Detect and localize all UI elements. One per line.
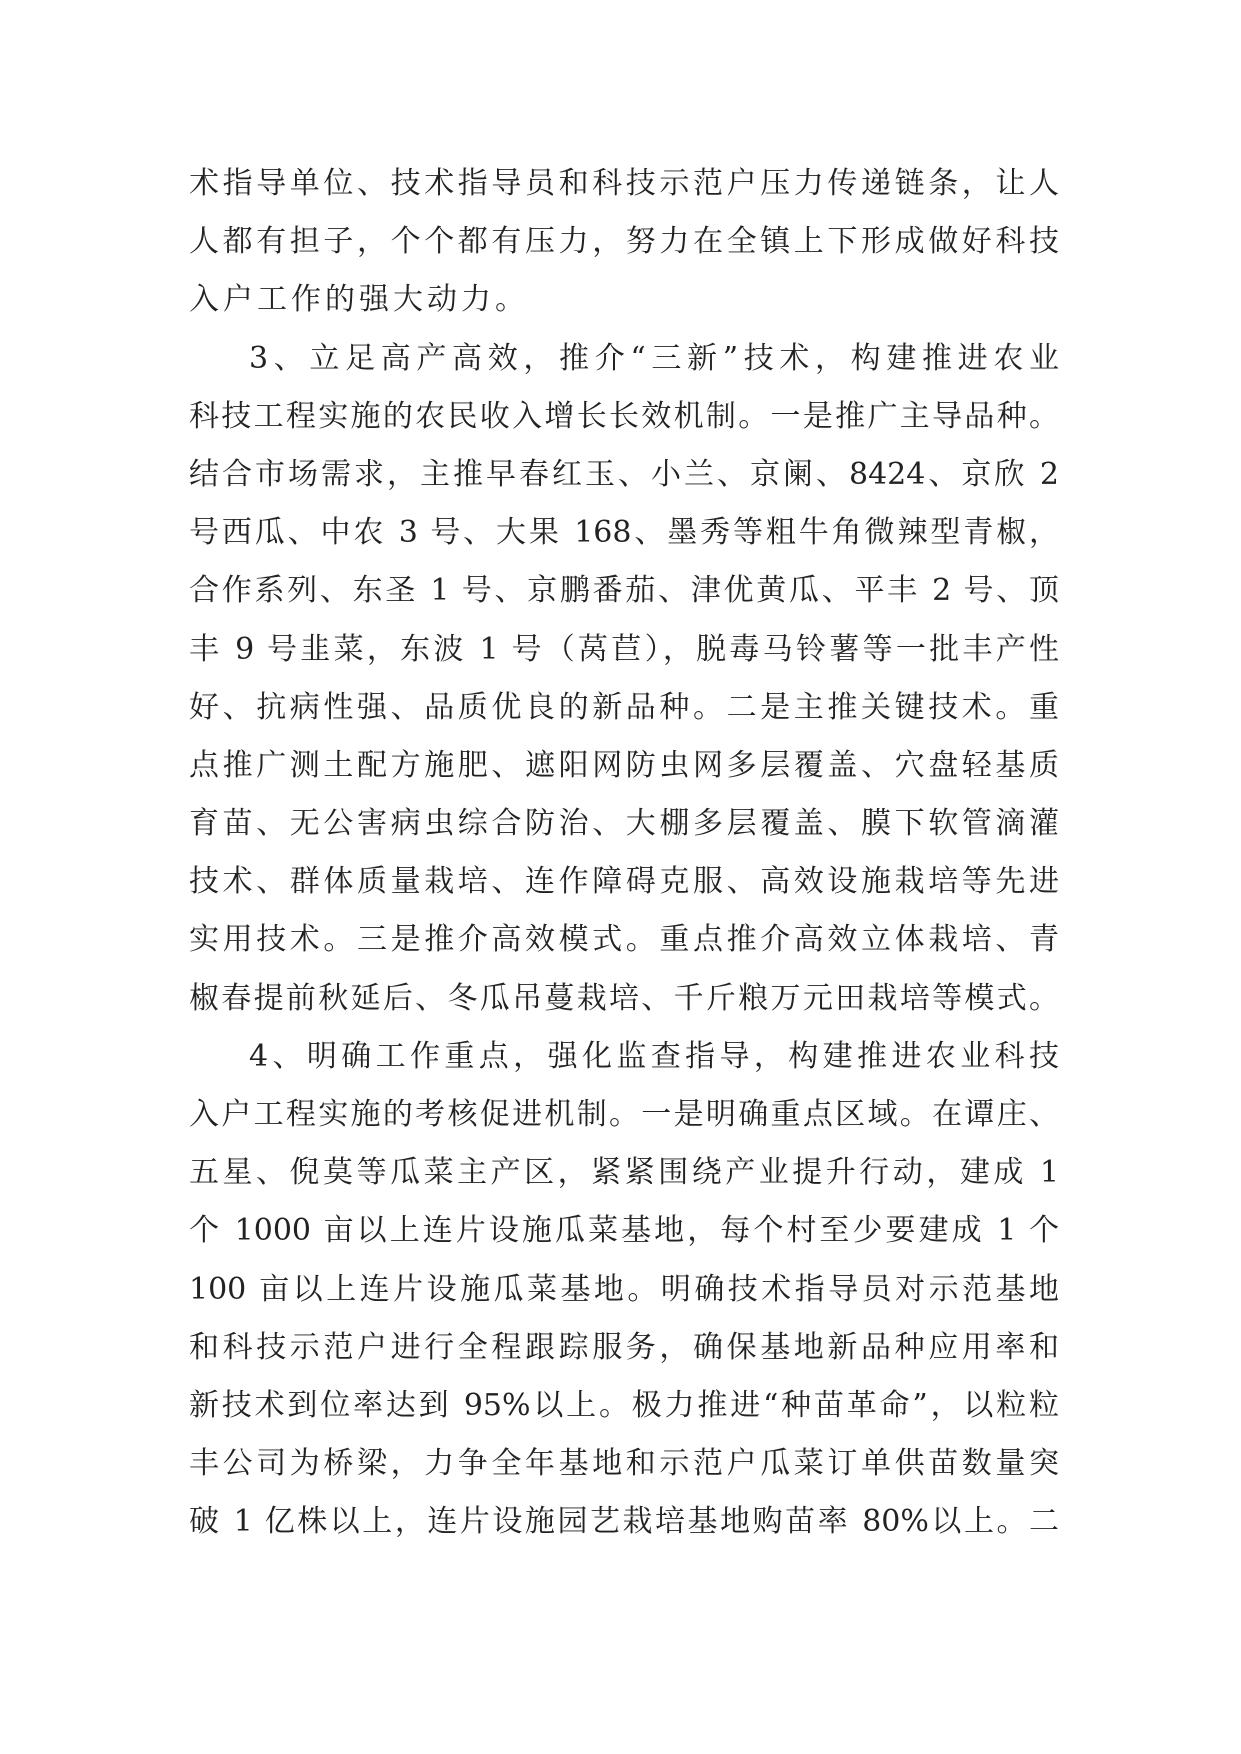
- text-line: 和科技示范户进行全程跟踪服务，确保基地新品种应用率和: [189, 1329, 1059, 1365]
- text-line: 五星、倪莫等瓜菜主产区，紧紧围绕产业提升行动，建成 1: [189, 1155, 1059, 1191]
- text-line: 丰公司为桥梁，力争全年基地和示范户瓜菜订单供苗数量突: [189, 1446, 1059, 1482]
- text-line: 好、抗病性强、品质优良的新品种。二是主推关键技术。重: [189, 689, 1059, 725]
- text-line: 术指导单位、技术指导员和科技示范户压力传递链条，让人: [189, 166, 1059, 201]
- text-line: 实用技术。三是推介高效模式。重点推介高效立体栽培、青: [189, 922, 1059, 958]
- text-line: 点推广测土配方施肥、遮阳网防虫网多层覆盖、穴盘轻基质: [189, 747, 1059, 783]
- text-line: 入户工作的强大动力。: [189, 282, 529, 318]
- text-line: 合作系列、东圣 1 号、京鹏番茄、津优黄瓜、平丰 2 号、顶: [189, 573, 1059, 609]
- text-line: 科技工程实施的农民收入增长长效机制。一是推广主导品种。: [189, 398, 1059, 434]
- text-line: 技术、群体质量栽培、连作障碍克服、高效设施栽培等先进: [189, 864, 1059, 900]
- text-line: 入户工程实施的考核促进机制。一是明确重点区域。在谭庄、: [189, 1097, 1059, 1132]
- text-line: 破 1 亿株以上，连片设施园艺栽培基地购苗率 80%以上。二: [189, 1504, 1059, 1540]
- text-line: 个 1000 亩以上连片设施瓜菜基地，每个村至少要建成 1 个: [189, 1213, 1059, 1249]
- text-line: 结合市场需求，主推早春红玉、小兰、京阑、8424、京欣 2: [189, 456, 1059, 492]
- text-line: 人都有担子，个个都有压力，努力在全镇上下形成做好科技: [189, 224, 1059, 260]
- text-line: 100 亩以上连片设施瓜菜基地。明确技术指导员对示范基地: [189, 1271, 1059, 1307]
- text-line: 新技术到位率达到 95%以上。极力推进“种苗革命”，以粒粒: [189, 1387, 1059, 1423]
- text-line: 椒春提前秋延后、冬瓜吊蔓栽培、千斤粮万元田栽培等模式。: [189, 980, 1059, 1016]
- text-line: 丰 9 号韭菜，东波 1 号（莴苣），脱毒马铃薯等一批丰产性: [189, 631, 1059, 667]
- document-body: [189, 155, 1059, 1552]
- paragraph-4-first-line: 4、明确工作重点，强化监查指导，构建推进农业科技: [249, 1038, 1059, 1074]
- text-line: 号西瓜、中农 3 号、大果 168、墨秀等粗牛角微辣型青椒，: [189, 515, 1059, 551]
- text-line: 育苗、无公害病虫综合防治、大棚多层覆盖、膜下软管滴灌: [189, 806, 1059, 842]
- paragraph-3-first-line: 3、立足高产高效，推介“三新”技术，构建推进农业: [249, 340, 1059, 376]
